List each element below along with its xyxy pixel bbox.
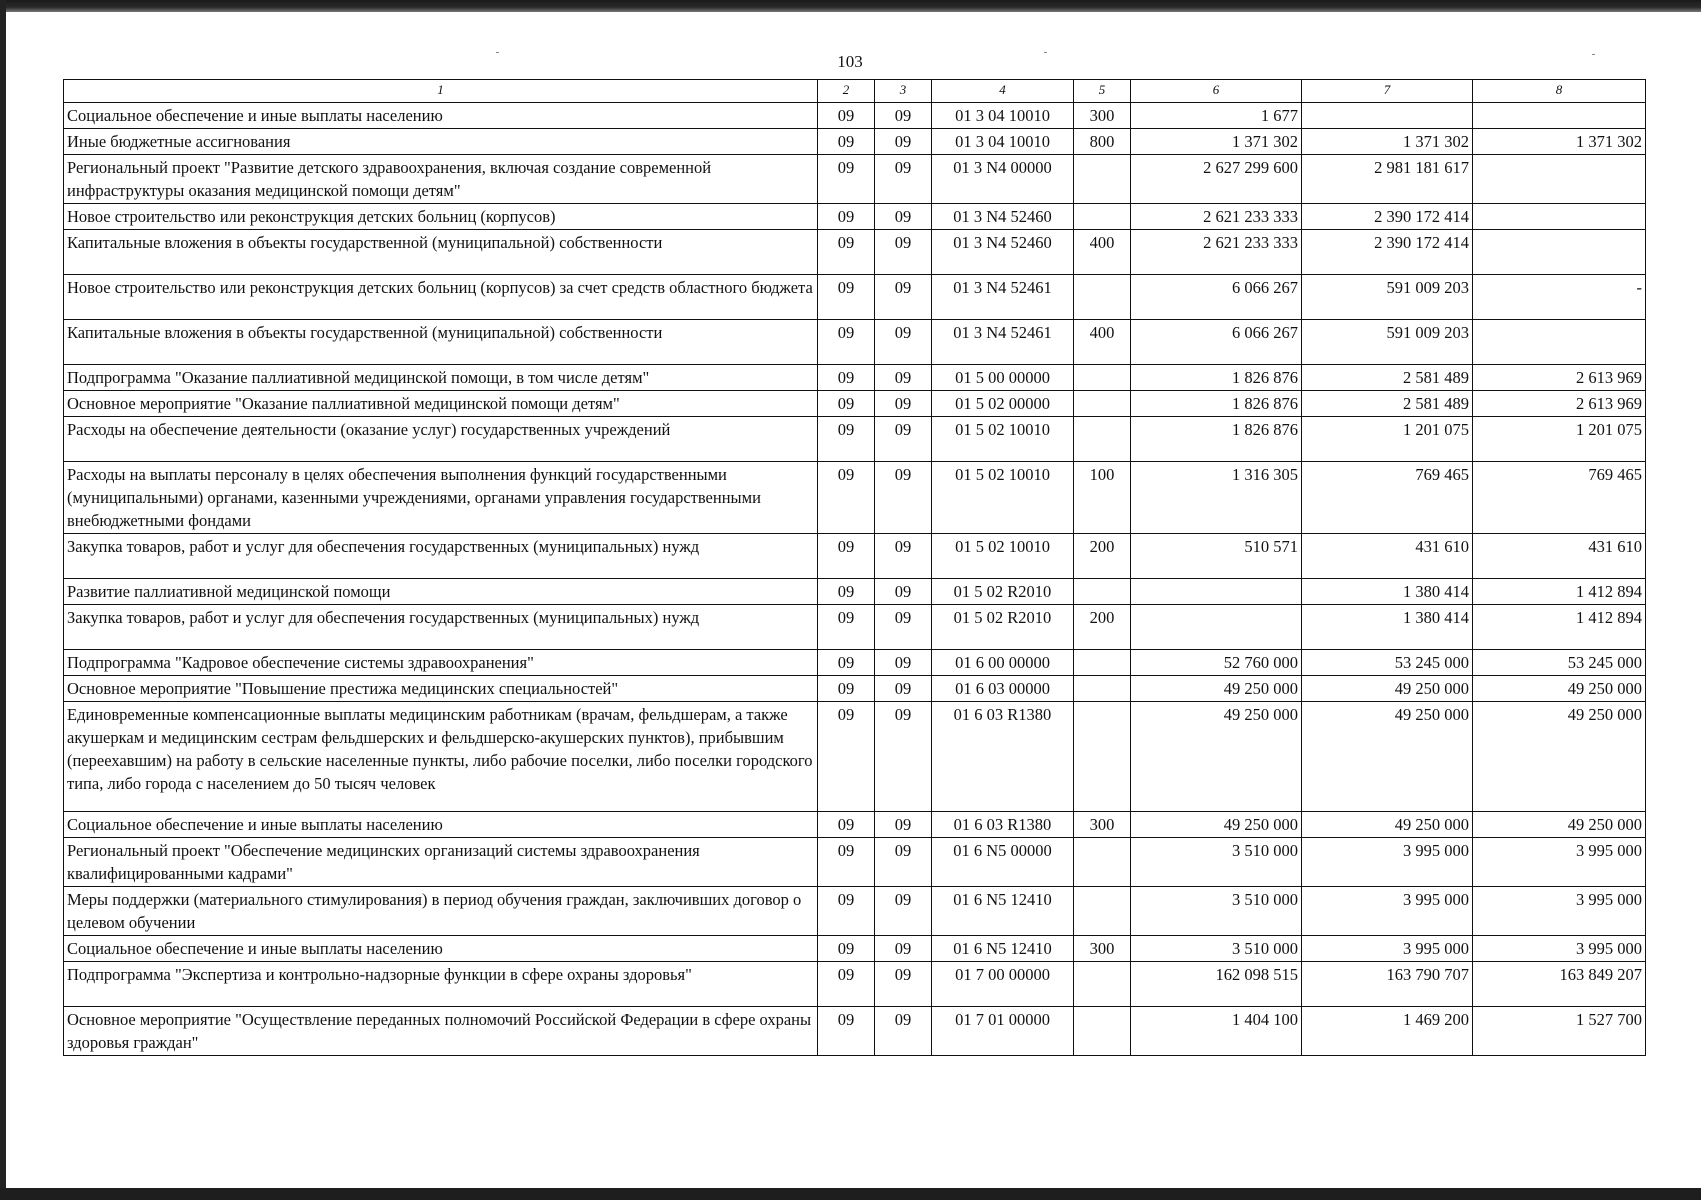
row-section-cell: 09 <box>818 676 875 702</box>
row-amount-col7-cell: 3 995 000 <box>1302 887 1473 936</box>
row-subsection-cell: 09 <box>875 676 932 702</box>
row-section-cell: 09 <box>818 129 875 155</box>
row-expense-type-cell: 200 <box>1074 605 1131 650</box>
row-amount-col7-cell: 591 009 203 <box>1302 320 1473 365</box>
row-name-cell: Социальное обеспечение и иные выплаты населению <box>64 103 818 129</box>
row-amount-col6-cell: 3 510 000 <box>1131 887 1302 936</box>
row-expense-type-cell <box>1074 155 1131 204</box>
row-target-code-cell: 01 5 02 00000 <box>932 391 1074 417</box>
row-section-cell: 09 <box>818 204 875 230</box>
row-amount-col8-cell: 2 613 969 <box>1473 391 1646 417</box>
row-section-cell: 09 <box>818 936 875 962</box>
row-amount-col6-cell: 1 826 876 <box>1131 365 1302 391</box>
row-amount-col7-cell: 1 380 414 <box>1302 605 1473 650</box>
row-section-cell: 09 <box>818 155 875 204</box>
row-name-cell: Меры поддержки (материального стимулирования) в период обучения граждан, заключивших договор о целевом обучении <box>64 887 818 936</box>
row-section-cell: 09 <box>818 462 875 534</box>
row-amount-col6-cell: 1 826 876 <box>1131 391 1302 417</box>
row-target-code-cell: 01 6 N5 12410 <box>932 887 1074 936</box>
row-amount-col7-cell: 2 581 489 <box>1302 365 1473 391</box>
row-subsection-cell: 09 <box>875 275 932 320</box>
row-name-cell: Подпрограмма "Экспертиза и контрольно-надзорные функции в сфере охраны здоровья" <box>64 962 818 1007</box>
row-target-code-cell: 01 3 N4 52460 <box>932 230 1074 275</box>
row-amount-col6-cell: 2 621 233 333 <box>1131 204 1302 230</box>
row-name-cell: Закупка товаров, работ и услуг для обеспечения государственных (муниципальных) нужд <box>64 534 818 579</box>
row-amount-col7-cell: 1 469 200 <box>1302 1007 1473 1056</box>
table-row <box>64 579 1646 605</box>
row-expense-type-cell: 300 <box>1074 103 1131 129</box>
table-row <box>64 365 1646 391</box>
row-target-code-cell: 01 3 N4 52461 <box>932 320 1074 365</box>
row-target-code-cell: 01 3 04 10010 <box>932 129 1074 155</box>
row-amount-col6-cell: 1 316 305 <box>1131 462 1302 534</box>
row-amount-col6-cell: 49 250 000 <box>1131 702 1302 812</box>
row-name-cell: Подпрограмма "Оказание паллиативной медицинской помощи, в том числе детям" <box>64 365 818 391</box>
row-target-code-cell: 01 5 02 10010 <box>932 417 1074 462</box>
row-subsection-cell: 09 <box>875 605 932 650</box>
row-target-code-cell: 01 6 00 00000 <box>932 650 1074 676</box>
row-amount-col7-cell: 163 790 707 <box>1302 962 1473 1007</box>
row-name-cell: Основное мероприятие "Осуществление переданных полномочий Российской Федерации в сфере охраны здоровья граждан" <box>64 1007 818 1056</box>
row-amount-col6-cell <box>1131 605 1302 650</box>
row-target-code-cell: 01 3 N4 00000 <box>932 155 1074 204</box>
row-target-code-cell: 01 5 02 10010 <box>932 462 1074 534</box>
row-amount-col8-cell: 1 201 075 <box>1473 417 1646 462</box>
row-amount-col7-cell: 2 390 172 414 <box>1302 204 1473 230</box>
row-name-cell: Новое строительство или реконструкция детских больниц (корпусов) <box>64 204 818 230</box>
scan-speck <box>1044 52 1047 53</box>
row-section-cell: 09 <box>818 962 875 1007</box>
row-name-cell: Социальное обеспечение и иные выплаты населению <box>64 936 818 962</box>
row-subsection-cell: 09 <box>875 579 932 605</box>
table-row <box>64 1007 1646 1056</box>
row-amount-col7-cell <box>1302 103 1473 129</box>
row-amount-col6-cell: 2 627 299 600 <box>1131 155 1302 204</box>
header-cell-1: 1 <box>64 80 818 103</box>
row-subsection-cell: 09 <box>875 204 932 230</box>
row-amount-col7-cell: 53 245 000 <box>1302 650 1473 676</box>
row-section-cell: 09 <box>818 417 875 462</box>
row-section-cell: 09 <box>818 702 875 812</box>
table-row <box>64 129 1646 155</box>
row-name-cell: Расходы на обеспечение деятельности (оказание услуг) государственных учреждений <box>64 417 818 462</box>
row-expense-type-cell <box>1074 365 1131 391</box>
row-subsection-cell: 09 <box>875 417 932 462</box>
row-section-cell: 09 <box>818 579 875 605</box>
row-expense-type-cell: 400 <box>1074 320 1131 365</box>
table-row <box>64 275 1646 320</box>
row-subsection-cell: 09 <box>875 887 932 936</box>
row-amount-col8-cell: 53 245 000 <box>1473 650 1646 676</box>
row-expense-type-cell: 800 <box>1074 129 1131 155</box>
row-amount-col6-cell: 162 098 515 <box>1131 962 1302 1007</box>
row-expense-type-cell <box>1074 838 1131 887</box>
row-subsection-cell: 09 <box>875 391 932 417</box>
budget-table <box>63 79 1646 1056</box>
row-target-code-cell: 01 6 03 00000 <box>932 676 1074 702</box>
table-row <box>64 204 1646 230</box>
header-cell-6: 6 <box>1131 80 1302 103</box>
row-subsection-cell: 09 <box>875 702 932 812</box>
row-name-cell: Подпрограмма "Кадровое обеспечение системы здравоохранения" <box>64 650 818 676</box>
table-row <box>64 812 1646 838</box>
row-target-code-cell: 01 3 N4 52460 <box>932 204 1074 230</box>
header-cell-5: 5 <box>1074 80 1131 103</box>
row-amount-col8-cell: 163 849 207 <box>1473 962 1646 1007</box>
page-number: 103 <box>837 52 863 71</box>
row-amount-col7-cell: 2 581 489 <box>1302 391 1473 417</box>
row-amount-col6-cell: 3 510 000 <box>1131 838 1302 887</box>
scan-border-top <box>0 0 1701 12</box>
row-subsection-cell: 09 <box>875 838 932 887</box>
table-row <box>64 417 1646 462</box>
scan-speck <box>1592 54 1595 55</box>
row-amount-col7-cell: 49 250 000 <box>1302 702 1473 812</box>
row-amount-col8-cell: 49 250 000 <box>1473 676 1646 702</box>
row-amount-col8-cell: 1 412 894 <box>1473 579 1646 605</box>
row-expense-type-cell: 200 <box>1074 534 1131 579</box>
row-expense-type-cell <box>1074 962 1131 1007</box>
row-expense-type-cell: 300 <box>1074 936 1131 962</box>
table-row <box>64 838 1646 887</box>
row-amount-col6-cell: 1 826 876 <box>1131 417 1302 462</box>
table-row <box>64 462 1646 534</box>
row-section-cell: 09 <box>818 887 875 936</box>
row-amount-col8-cell <box>1473 155 1646 204</box>
row-amount-col7-cell: 3 995 000 <box>1302 838 1473 887</box>
row-amount-col6-cell: 6 066 267 <box>1131 275 1302 320</box>
row-subsection-cell: 09 <box>875 962 932 1007</box>
row-name-cell: Развитие паллиативной медицинской помощи <box>64 579 818 605</box>
table-row <box>64 230 1646 275</box>
row-expense-type-cell <box>1074 702 1131 812</box>
row-subsection-cell: 09 <box>875 320 932 365</box>
row-amount-col8-cell <box>1473 204 1646 230</box>
row-section-cell: 09 <box>818 275 875 320</box>
row-expense-type-cell <box>1074 417 1131 462</box>
row-section-cell: 09 <box>818 534 875 579</box>
row-subsection-cell: 09 <box>875 936 932 962</box>
row-name-cell: Региональный проект "Обеспечение медицинских организаций системы здравоохранения квалифицированными кадрами" <box>64 838 818 887</box>
row-expense-type-cell <box>1074 391 1131 417</box>
row-amount-col8-cell <box>1473 320 1646 365</box>
row-amount-col7-cell: 769 465 <box>1302 462 1473 534</box>
row-section-cell: 09 <box>818 365 875 391</box>
row-amount-col6-cell: 510 571 <box>1131 534 1302 579</box>
row-section-cell: 09 <box>818 605 875 650</box>
row-amount-col6-cell: 52 760 000 <box>1131 650 1302 676</box>
table-row <box>64 676 1646 702</box>
row-target-code-cell: 01 6 03 R1380 <box>932 812 1074 838</box>
row-target-code-cell: 01 5 02 10010 <box>932 534 1074 579</box>
row-amount-col8-cell: 2 613 969 <box>1473 365 1646 391</box>
row-section-cell: 09 <box>818 650 875 676</box>
row-name-cell: Иные бюджетные ассигнования <box>64 129 818 155</box>
table-row <box>64 962 1646 1007</box>
row-amount-col7-cell: 1 380 414 <box>1302 579 1473 605</box>
row-section-cell: 09 <box>818 1007 875 1056</box>
row-subsection-cell: 09 <box>875 103 932 129</box>
row-amount-col8-cell: 3 995 000 <box>1473 936 1646 962</box>
row-section-cell: 09 <box>818 391 875 417</box>
row-name-cell: Капитальные вложения в объекты государственной (муниципальной) собственности <box>64 320 818 365</box>
row-expense-type-cell <box>1074 887 1131 936</box>
row-amount-col8-cell: - <box>1473 275 1646 320</box>
row-amount-col7-cell: 1 371 302 <box>1302 129 1473 155</box>
row-name-cell: Единовременные компенсационные выплаты медицинским работникам (врачам, фельдшерам, а также акушеркам и медицинским сестрам фельдшерских и фельдшерско-акушерских пунктов), прибывшим (переехавшим) на работу в сельские населенные пункты, либо рабочие поселки, либо поселки городского типа, либо города с населением до 50 тысяч человек <box>64 702 818 812</box>
row-target-code-cell: 01 7 01 00000 <box>932 1007 1074 1056</box>
row-expense-type-cell <box>1074 676 1131 702</box>
row-amount-col8-cell: 431 610 <box>1473 534 1646 579</box>
row-target-code-cell: 01 5 02 R2010 <box>932 579 1074 605</box>
table-row <box>64 605 1646 650</box>
row-amount-col7-cell: 3 995 000 <box>1302 936 1473 962</box>
row-name-cell: Основное мероприятие "Оказание паллиативной медицинской помощи детям" <box>64 391 818 417</box>
row-amount-col7-cell: 49 250 000 <box>1302 676 1473 702</box>
table-row <box>64 155 1646 204</box>
row-amount-col6-cell: 49 250 000 <box>1131 812 1302 838</box>
row-name-cell: Социальное обеспечение и иные выплаты населению <box>64 812 818 838</box>
row-section-cell: 09 <box>818 320 875 365</box>
row-amount-col8-cell: 1 371 302 <box>1473 129 1646 155</box>
row-target-code-cell: 01 5 02 R2010 <box>932 605 1074 650</box>
table-row <box>64 103 1646 129</box>
row-amount-col7-cell: 591 009 203 <box>1302 275 1473 320</box>
row-amount-col6-cell: 3 510 000 <box>1131 936 1302 962</box>
row-subsection-cell: 09 <box>875 534 932 579</box>
row-section-cell: 09 <box>818 838 875 887</box>
row-amount-col8-cell: 1 412 894 <box>1473 605 1646 650</box>
row-amount-col7-cell: 2 390 172 414 <box>1302 230 1473 275</box>
header-cell-8: 8 <box>1473 80 1646 103</box>
row-name-cell: Закупка товаров, работ и услуг для обеспечения государственных (муниципальных) нужд <box>64 605 818 650</box>
row-subsection-cell: 09 <box>875 230 932 275</box>
row-expense-type-cell <box>1074 275 1131 320</box>
row-target-code-cell: 01 5 00 00000 <box>932 365 1074 391</box>
row-amount-col7-cell: 431 610 <box>1302 534 1473 579</box>
row-subsection-cell: 09 <box>875 155 932 204</box>
row-amount-col6-cell <box>1131 579 1302 605</box>
row-amount-col7-cell: 1 201 075 <box>1302 417 1473 462</box>
row-name-cell: Расходы на выплаты персоналу в целях обеспечения выполнения функций государственными (муниципальными) органами, казенными учреждениями, органами управления государственными внебюджетными фондами <box>64 462 818 534</box>
row-expense-type-cell <box>1074 579 1131 605</box>
header-cell-3: 3 <box>875 80 932 103</box>
row-amount-col8-cell: 3 995 000 <box>1473 887 1646 936</box>
table-row <box>64 887 1646 936</box>
row-amount-col8-cell: 49 250 000 <box>1473 702 1646 812</box>
row-subsection-cell: 09 <box>875 129 932 155</box>
scan-border-left <box>0 0 6 1200</box>
budget-table-body <box>64 80 1646 1056</box>
row-subsection-cell: 09 <box>875 1007 932 1056</box>
row-target-code-cell: 01 3 04 10010 <box>932 103 1074 129</box>
row-expense-type-cell: 400 <box>1074 230 1131 275</box>
table-row <box>64 702 1646 812</box>
row-name-cell: Региональный проект "Развитие детского здравоохранения, включая создание современной инфраструктуры оказания медицинской помощи детям" <box>64 155 818 204</box>
row-amount-col6-cell: 1 404 100 <box>1131 1007 1302 1056</box>
row-subsection-cell: 09 <box>875 365 932 391</box>
header-cell-2: 2 <box>818 80 875 103</box>
table-row <box>64 534 1646 579</box>
row-amount-col6-cell: 1 371 302 <box>1131 129 1302 155</box>
row-amount-col8-cell <box>1473 103 1646 129</box>
header-cell-7: 7 <box>1302 80 1473 103</box>
row-section-cell: 09 <box>818 103 875 129</box>
row-target-code-cell: 01 7 00 00000 <box>932 962 1074 1007</box>
scan-border-bottom <box>0 1188 1701 1200</box>
row-expense-type-cell <box>1074 1007 1131 1056</box>
row-expense-type-cell <box>1074 204 1131 230</box>
row-name-cell: Основное мероприятие "Повышение престижа медицинских специальностей" <box>64 676 818 702</box>
scan-speck <box>496 52 499 53</box>
row-target-code-cell: 01 6 N5 12410 <box>932 936 1074 962</box>
row-target-code-cell: 01 6 03 R1380 <box>932 702 1074 812</box>
row-name-cell: Капитальные вложения в объекты государственной (муниципальной) собственности <box>64 230 818 275</box>
row-name-cell: Новое строительство или реконструкция детских больниц (корпусов) за счет средств областного бюджета <box>64 275 818 320</box>
row-amount-col7-cell: 2 981 181 617 <box>1302 155 1473 204</box>
row-amount-col6-cell: 49 250 000 <box>1131 676 1302 702</box>
row-amount-col8-cell: 49 250 000 <box>1473 812 1646 838</box>
row-expense-type-cell: 100 <box>1074 462 1131 534</box>
row-target-code-cell: 01 3 N4 52461 <box>932 275 1074 320</box>
table-row <box>64 650 1646 676</box>
row-amount-col8-cell: 1 527 700 <box>1473 1007 1646 1056</box>
row-amount-col8-cell: 3 995 000 <box>1473 838 1646 887</box>
row-amount-col6-cell: 1 677 <box>1131 103 1302 129</box>
row-subsection-cell: 09 <box>875 462 932 534</box>
row-amount-col7-cell: 49 250 000 <box>1302 812 1473 838</box>
row-section-cell: 09 <box>818 812 875 838</box>
row-expense-type-cell <box>1074 650 1131 676</box>
row-subsection-cell: 09 <box>875 812 932 838</box>
table-header-row <box>64 80 1646 103</box>
row-subsection-cell: 09 <box>875 650 932 676</box>
table-row <box>64 320 1646 365</box>
header-cell-4: 4 <box>932 80 1074 103</box>
table-row <box>64 391 1646 417</box>
row-amount-col8-cell: 769 465 <box>1473 462 1646 534</box>
row-amount-col8-cell <box>1473 230 1646 275</box>
row-target-code-cell: 01 6 N5 00000 <box>932 838 1074 887</box>
row-section-cell: 09 <box>818 230 875 275</box>
table-row <box>64 936 1646 962</box>
row-amount-col6-cell: 6 066 267 <box>1131 320 1302 365</box>
row-expense-type-cell: 300 <box>1074 812 1131 838</box>
row-amount-col6-cell: 2 621 233 333 <box>1131 230 1302 275</box>
